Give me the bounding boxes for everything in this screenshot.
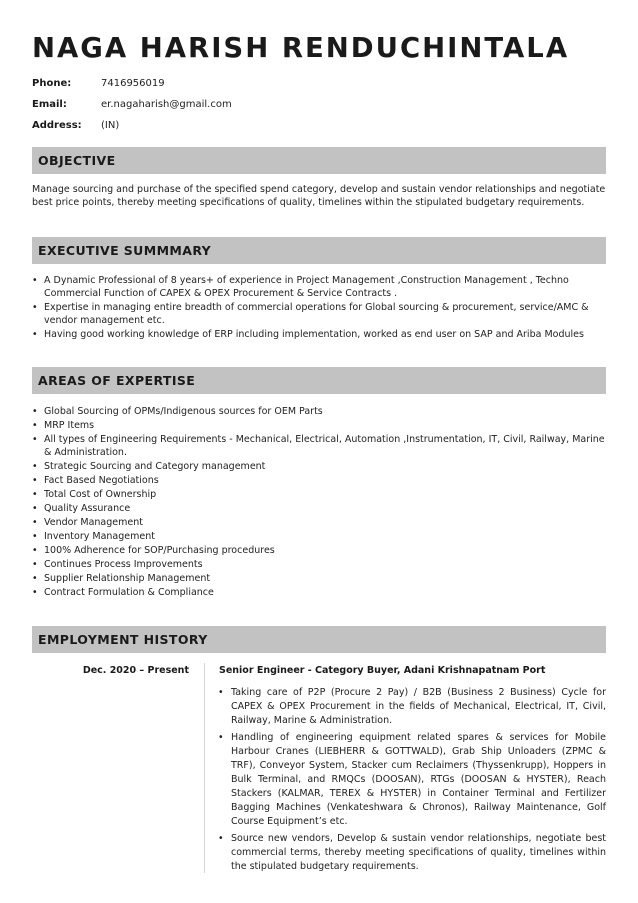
employment-heading: EMPLOYMENT HISTORY (38, 632, 208, 647)
expertise-heading-bar (32, 367, 606, 394)
list-item: • Taking care of P2P (Procure 2 Pay) / B2B (Business 2 Business) Cycle for CAPEX & OPEX Procurement in the fields of Mechanical, Electrical, IT, Civil, Railway, Marine & Administration. (218, 686, 606, 728)
list-item: • Having good working knowledge of ERP including implementation, worked as end user on SAP and Ariba Modules (32, 328, 606, 341)
list-item: • Strategic Sourcing and Category management (32, 460, 606, 473)
list-item: • MRP Items (32, 419, 606, 432)
list-item: • Quality Assurance (32, 502, 606, 515)
list-item: • 100% Adherence for SOP/Purchasing procedures (32, 544, 606, 557)
list-item: • Total Cost of Ownership (32, 488, 606, 501)
list-item: • Source new vendors, Develop & sustain vendor relationships, negotiate best commercial terms, thereby meeting specifications of quality, timelines within the stipulated budgetary requirements. (218, 832, 606, 874)
list-item: • A Dynamic Professional of 8 years+ of experience in Project Management ,Construction Management , Techno Commercial Function of CAPEX & OPEX Procurement & Service Contracts . (32, 274, 606, 300)
list-item: • Global Sourcing of OPMs/Indigenous sources for OEM Parts (32, 405, 606, 418)
list-item: • Inventory Management (32, 530, 606, 543)
list-item: • Expertise in managing entire breadth of commercial operations for Global sourcing & procurement, service/AMC & vendor management etc. (32, 301, 606, 327)
list-item: • Handling of engineering equipment related spares & services for Mobile Harbour Cranes (LIEBHERR & GOTTWALD), Grab Ship Unloaders (ZPMC & TRF), Conveyor System, Stacker cum Reclaimers (Thyssenkrupp), Hoppers in Bulk Terminal, and RMQCs (DOOSAN), RTGs (DOOSAN & HYSTER), Reach Stackers (KALMAR, TEREX & HYSTER) in Container Terminal and Fertilizer Bagging Machines (Venkateshwara & Chronos), Railway Maintenance, Golf Course Equipment’s etc. (218, 731, 606, 829)
expertise-list (32, 405, 606, 600)
contact-email (32, 99, 232, 110)
address-value: (IN) (101, 120, 120, 131)
contact-phone (32, 78, 165, 89)
list-item: • Contract Formulation & Compliance (32, 586, 606, 599)
list-item: • Supplier Relationship Management (32, 572, 606, 585)
list-item: • Continues Process Improvements (32, 558, 606, 571)
phone-label: Phone: (32, 78, 72, 89)
expertise-heading: AREAS OF EXPERTISE (38, 373, 196, 388)
summary-heading-bar (32, 237, 606, 264)
phone-value: 7416956019 (101, 78, 165, 89)
objective-heading: OBJECTIVE (38, 153, 116, 168)
list-item: • All types of Engineering Requirements - Mechanical, Electrical, Automation ,Instrumentation, IT, Civil, Railway, Marine & Administration. (32, 433, 606, 459)
candidate-name: NAGA HARISH RENDUCHINTALA (32, 32, 570, 64)
summary-list (32, 274, 606, 342)
job-bullets (218, 686, 606, 877)
address-label: Address: (32, 120, 82, 131)
objective-heading-bar (32, 147, 606, 174)
summary-heading: EXECUTIVE SUMMMARY (38, 243, 212, 258)
job-title: Senior Engineer - Category Buyer, Adani Krishnapatnam Port (219, 665, 546, 676)
list-item: • Fact Based Negotiations (32, 474, 606, 487)
contact-address (32, 120, 119, 131)
email-value: er.nagaharish@gmail.com (101, 99, 232, 110)
column-divider (204, 663, 205, 873)
job-dates: Dec. 2020 – Present (82, 665, 189, 676)
employment-heading-bar (32, 626, 606, 653)
email-label: Email: (32, 99, 67, 110)
list-item: • Vendor Management (32, 516, 606, 529)
objective-text: Manage sourcing and purchase of the specified spend category, develop and sustain vendor relationships and negotiate best price points, thereby meeting specifications of quality, timelines within the stipulated budgetary requirements. (32, 184, 606, 208)
